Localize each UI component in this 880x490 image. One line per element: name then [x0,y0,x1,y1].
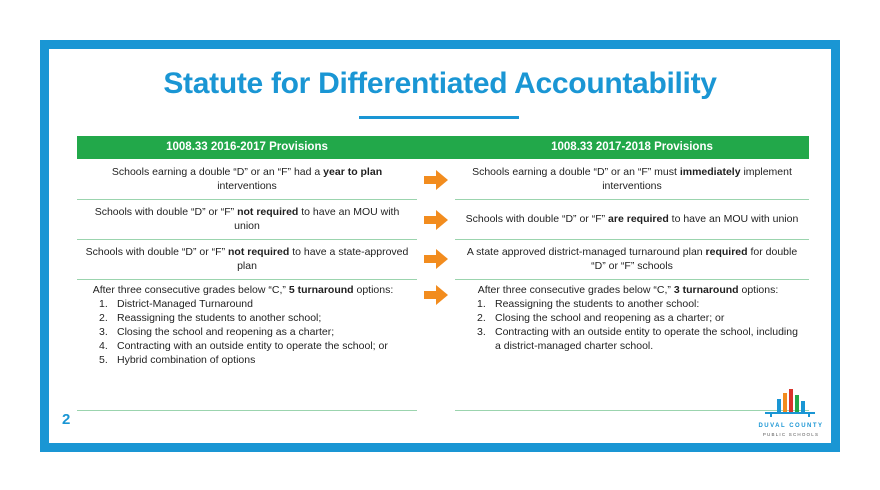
row-divider [77,410,417,411]
row-3-left: Schools with double “D” or “F” not required to have a state-approved plan [85,246,409,272]
row-divider [455,199,809,200]
list-item: 3. Contracting with an outside entity to operate the school, including a district-managed charter school. [477,326,798,352]
row-1-left: Schools earning a double “D” or an “F” had a year to plan interventions [111,166,383,192]
row-divider [455,410,809,411]
options-left-list [99,297,409,367]
list-item: 4. Contracting with an outside entity to operate the school; or [99,340,388,352]
row-2-left: Schools with double “D” or “F” not required to have an MOU with union [94,206,400,232]
list-item: 3. Closing the school and reopening as a charter; [99,326,335,338]
header-gap [417,136,455,159]
title-underline [359,116,519,119]
arrow-right-icon [424,249,448,269]
arrow-right-icon [424,210,448,230]
duval-schools-logo-icon [757,383,823,439]
row-3-right: A state approved district-managed turnaround plan required for double “D” or “F” schools [466,246,798,272]
row-divider [455,279,809,280]
row-divider [455,239,809,240]
list-item: 1. District-Managed Turnaround [99,298,253,310]
slide [49,49,831,443]
row-divider [77,239,417,240]
options-right-list [477,297,801,353]
header-left: 1008.33 2016-2017 Provisions [77,136,417,159]
row-1-right: Schools earning a double “D” or an “F” must immediately implement interventions [472,166,792,192]
arrow-right-icon [424,170,448,190]
page-number: 2 [62,411,71,428]
row-divider [77,199,417,200]
list-item: 2. Reassigning the students to another school; [99,312,322,324]
slide-title: Statute for Differentiated Accountability [163,67,717,100]
list-item: 5. Hybrid combination of options [99,354,256,366]
list-item: 2. Closing the school and reopening as a charter; or [477,312,725,324]
options-right: After three consecutive grades below “C,” 3 turnaround options: 1. Reassigning the students to another school: 2. Closing the school and reopening as a charter; or 3. Contracting with an outside entity to operate the school, including a district-managed charter school. [455,283,809,383]
list-item: 1. Reassigning the students to another school: [477,298,700,310]
logo-text: DUVAL COUNTY [758,423,824,429]
logo-subtext: PUBLIC SCHOOLS [762,432,820,437]
arrow-right-icon [424,285,448,305]
row-divider [77,279,417,280]
row-2-right: Schools with double “D” or “F” are required to have an MOU with union [465,213,799,225]
header-right: 1008.33 2017-2018 Provisions [455,136,809,159]
options-left: After three consecutive grades below “C,” 5 turnaround options: 1. District-Managed Turnaround 2. Reassigning the students to another school; 3. Closing the school and reopening as a charter; 4. Contracting with an outside entity to operate the school; or 5. Hybrid combination of options [77,283,417,408]
